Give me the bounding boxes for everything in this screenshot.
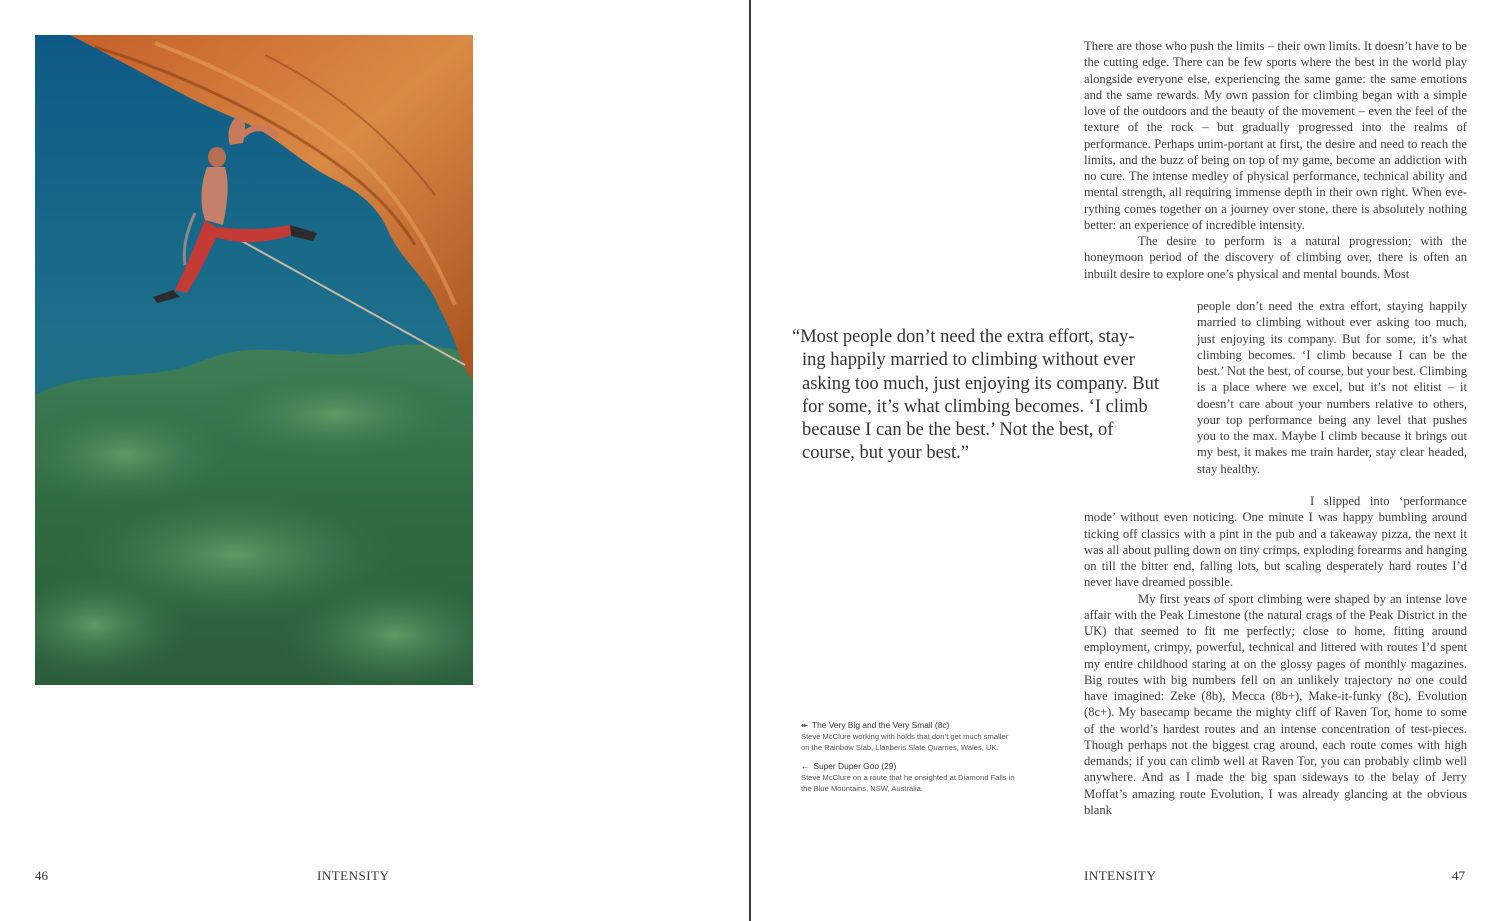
pull-quote-line: ing happily married to climbing without ever <box>802 350 1135 371</box>
folio-right: 47 <box>1452 868 1465 883</box>
running-head-right: INTENSITY <box>1084 868 1157 883</box>
running-head-left: INTENSITY <box>317 868 390 883</box>
double-left-arrow-icon: ↞ <box>801 720 809 730</box>
body-paragraph: There are those who push the limits – their own limits. It doesn’t have to be the cutting edge. There can be few sports where the best in the world play alongside everyone else, experiencing the same game: the same emotions and the same rewards. My own passion for climbing began with a simple love of the outdoors and the beauty of the movement – even the feel of the texture of the rock – but gradually progressed into the realms of performance. Perhaps unim-portant at first, the desire and need to reach the limits, and the buzz of being on top of my game, become an addiction with no cure. The intense medley of physical performance, technical ability and mental strength, all requiring immense depth in their own right. When eve-rything comes together on a journey over stone, there is absolutely nothing better: an experience of incredible intensity. <box>1084 39 1467 232</box>
caption-title: Super Duper Goo (29) <box>813 761 897 771</box>
climber-photo <box>35 35 473 685</box>
pull-quote-line: “Most people don’t need the extra effort, stay- <box>792 327 1135 347</box>
folio-left: 46 <box>35 868 48 883</box>
body-column-main <box>1084 38 1467 282</box>
photo-captions <box>801 720 1016 802</box>
pull-quote-line: asking too much, just enjoying its company. But <box>802 373 1159 394</box>
pull-quote-line: for some, it’s what climbing becomes. ‘I climb <box>802 396 1148 417</box>
pull-quote-line: because I can be the best.’ Not the best, of <box>802 420 1114 441</box>
left-arrow-icon: ← <box>801 761 810 771</box>
pull-quote-line: course, but your best.” <box>802 443 969 464</box>
caption-text: Steve McClure on a route that he onsighted at Diamond Falls in the Blue Mountains, NSW, Australia. <box>801 773 1015 793</box>
body-paragraph: I slipped into ‘performance mode’ without even noticing. One minute I was happy bumbling around ticking off classics with a pint in the pub and a takeaway pizza, the next it was all about pulling down on tiny crimps, exploding forearms and hanging on till the bitter end, falling lots, but scaling desperately hard routes I’d never have dreamed possible. <box>1084 494 1467 590</box>
caption-text: Steve McClure working with holds that don’t get much smaller on the Rainbow Slab, Llanberis Slate Quarries, Wales, UK. <box>801 732 1009 752</box>
body-paragraph: My first years of sport climbing were shaped by an intense love affair with the Peak Limestone (the natural crags of the Peak District in the UK) that seemed to fit me perfectly; close to home, fitting around employment, crimpy, powerful, technical and littered with routes I’d spent my entire childhood staring at on the glossy pages of monthly magazines. Big routes with big numbers fell on an unlikely trajectory no one could have imagined: Zeke (8b), Mecca (8b+), Make-it-funky (8c), Evolution (8c+). My basecamp became the mighty cliff of Raven Tor, home to some of the world’s hardest routes and an intense concentration of test-pieces. Though perhaps not the biggest crag around, each route comes with high demands; if you can climb well at Raven Tor, you can probably climb well anywhere. And as I made the big span sideways to the belay of Jerry Moffat’s amazing route Evolution, I was already glancing at the obvious blank <box>1084 591 1467 817</box>
pull-quote <box>792 326 1164 466</box>
climber-photo-icon <box>35 35 473 685</box>
body-paragraph: people don’t need the extra effort, staying happily married to climbing without ever asking too much, just enjoying its company. But for some, it’s what climbing becomes. ‘I climb because I can be the best.’ Not the best, of course, but your best. Climbing is a place where we excel, but it’s not elitist – it doesn’t care about your numbers relative to others, your top performance being any level that pushes you to the max. Maybe I climb because it brings out my best, it makes me train harder, stay clear headed, stay healthy. <box>1197 299 1467 476</box>
caption <box>801 720 1016 753</box>
caption <box>801 761 1016 794</box>
body-column-continued <box>1084 493 1467 818</box>
body-column-narrow <box>1197 298 1467 477</box>
caption-title: The Very Big and the Very Small (8c) <box>812 720 950 730</box>
body-paragraph: The desire to perform is a natural progression; with the honeymoon period of the discovery of climbing over, there is often an inbuilt desire to explore one’s physical and mental bounds. Most <box>1084 234 1467 281</box>
